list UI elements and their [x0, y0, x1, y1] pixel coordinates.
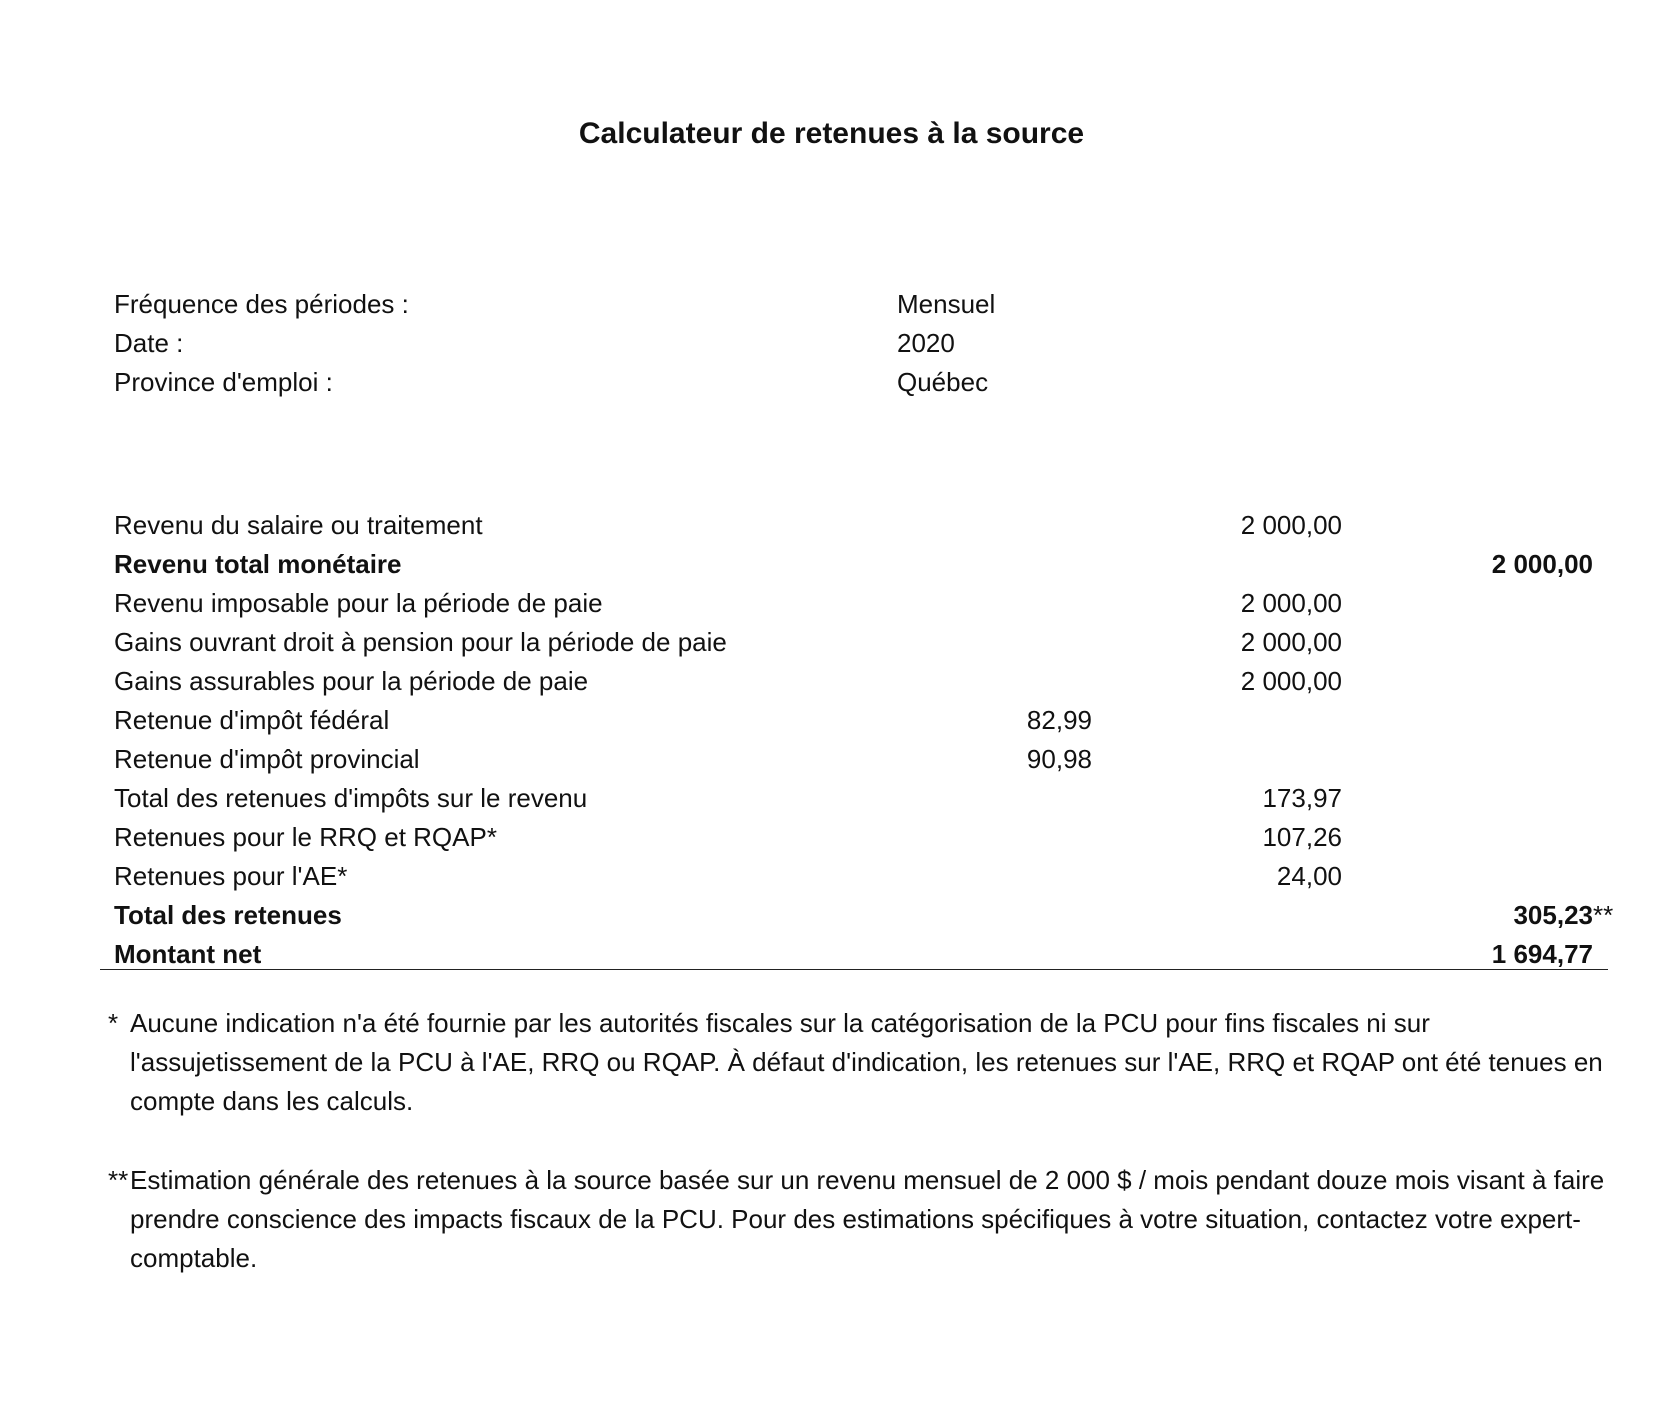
row-total: 1 694,77 [1491, 939, 1593, 969]
row-value: 2 000,00 [1240, 666, 1342, 696]
table-row [0, 545, 1663, 583]
row-value: 2 000,00 [1240, 510, 1342, 540]
info-value: Mensuel [897, 289, 996, 319]
row-label: Gains assurables pour la période de paie [114, 666, 589, 696]
table-row [0, 662, 1663, 700]
total-divider [100, 969, 1608, 970]
table-row [0, 584, 1663, 622]
row-label: Retenue d'impôt provincial [114, 744, 420, 774]
row-total: 305,23 [1513, 900, 1593, 930]
row-label: Revenu imposable pour la période de paie [114, 588, 603, 618]
row-label: Revenu du salaire ou traitement [114, 510, 483, 540]
info-label: Date : [114, 328, 184, 358]
row-label: Montant net [114, 939, 262, 969]
page-title: Calculateur de retenues à la source [578, 117, 1085, 150]
row-label: Total des retenues [114, 900, 342, 930]
table-row [0, 896, 1663, 934]
footnote-1 [108, 1004, 1608, 1121]
row-label: Gains ouvrant droit à pension pour la période de paie [114, 627, 727, 657]
footnote-text: Estimation générale des retenues à la source basée sur un revenu mensuel de 2 000 $ / mois pendant douze mois visant à faire prendre conscience des impacts fiscaux de la PCU. Pour des estimations spécifiques à votre situation, contactez votre expert-comptable. [130, 1165, 1605, 1273]
row-value: 24,00 [1276, 861, 1342, 891]
row-subvalue: 82,99 [1026, 705, 1092, 735]
table-row [0, 779, 1663, 817]
row-value: 2 000,00 [1240, 588, 1342, 618]
footnote-marker: ** [108, 1165, 129, 1195]
row-label: Retenue d'impôt fédéral [114, 705, 390, 735]
row-label: Revenu total monétaire [114, 549, 402, 579]
table-row [0, 740, 1663, 778]
info-row-frequency [0, 285, 1663, 323]
table-row [0, 818, 1663, 856]
footnote-2 [108, 1161, 1608, 1278]
row-label: Retenues pour le RRQ et RQAP* [114, 822, 497, 852]
table-row [0, 935, 1663, 973]
table-row [0, 506, 1663, 544]
footnote-text: Aucune indication n'a été fournie par les autorités fiscales sur la catégorisation de la PCU pour fins fiscales ni sur l'assujetissement de la PCU à l'AE, RRQ ou RQAP. À défaut d'indication, les retenues sur l'AE, RRQ et RQAP ont été tenues en compte dans les calculs. [130, 1008, 1603, 1116]
info-label: Province d'emploi : [114, 367, 333, 397]
row-label: Retenues pour l'AE* [114, 861, 348, 891]
row-value: 2 000,00 [1240, 627, 1342, 657]
footnote-marker: ** [1593, 900, 1614, 930]
row-value: 173,97 [1262, 783, 1342, 813]
footnote-marker: * [108, 1008, 119, 1038]
row-subvalue: 90,98 [1026, 744, 1092, 774]
table-row [0, 701, 1663, 739]
info-row-date [0, 324, 1663, 362]
info-label: Fréquence des périodes : [114, 289, 409, 319]
info-row-province [0, 363, 1663, 401]
info-value: 2020 [897, 328, 955, 358]
info-value: Québec [897, 367, 989, 397]
table-row [0, 857, 1663, 895]
row-value: 107,26 [1262, 822, 1342, 852]
table-row [0, 623, 1663, 661]
row-total: 2 000,00 [1491, 549, 1593, 579]
row-label: Total des retenues d'impôts sur le revenu [114, 783, 588, 813]
